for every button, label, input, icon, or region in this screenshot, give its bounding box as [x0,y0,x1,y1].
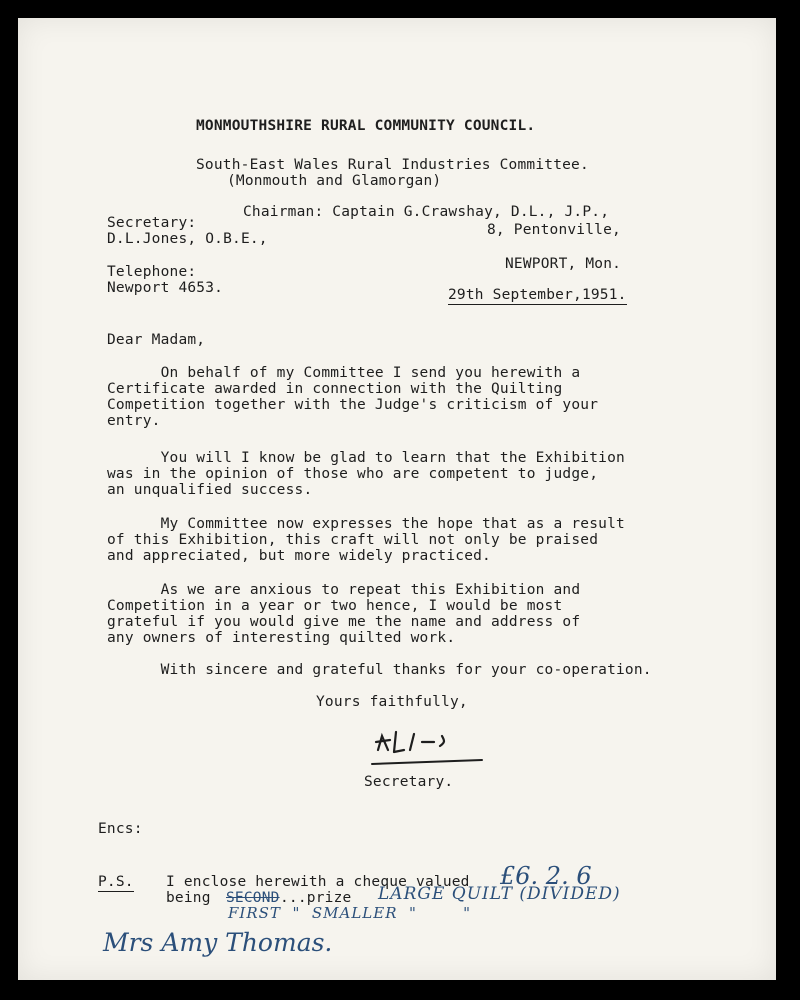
handwritten-first-smaller: FIRST " SMALLER " " [228,904,471,922]
letter-date: 29th September,1951. [448,287,627,303]
paragraph-line: of this Exhibition, this craft will not only be praised [107,532,599,548]
telephone-label: Telephone: [107,264,197,280]
paragraph-line: entry. [107,413,161,429]
handwritten-large-quilt: LARGE QUILT (DIVIDED) [378,884,621,904]
paragraph-line: You will I know be glad to learn that the Exhibition [107,450,625,466]
recipient-name: Mrs Amy Thomas. [103,928,333,957]
enclosures-label: Encs: [98,821,143,837]
paragraph-line: With sincere and grateful thanks for your co-operation. [107,662,652,678]
chairman-line: Chairman: Captain G.Crawshay, D.L., J.P., [243,204,610,220]
salutation: Dear Madam, [107,332,206,348]
committee-counties: (Monmouth and Glamorgan) [227,173,442,189]
cheque-amount: £6. 2. 6 [500,862,592,890]
paragraph-line: Competition in a year or two hence, I would be most [107,598,563,614]
paragraph-line: My Committee now expresses the hope that as a result [107,516,625,532]
ps-prize: ...prize [280,890,352,906]
ps-being: being [166,890,211,906]
address-line-2: NEWPORT, Mon. [505,256,622,272]
paragraph-line: Certificate awarded in connection with the Quilting [107,381,563,397]
ps-line-1: I enclose herewith a cheque valued [166,874,470,890]
paragraph-line: grateful if you would give me the name and address of [107,614,581,630]
telephone-number: Newport 4653. [107,280,224,296]
ps-label: P.S. [98,874,134,890]
paragraph-line: an unqualified success. [107,482,313,498]
paragraph-line: Competition together with the Judge's criticism of your [107,397,599,413]
secretary-name: D.L.Jones, O.B.E., [107,231,268,247]
paragraph-line: On behalf of my Committee I send you herewith a [107,365,581,381]
closing: Yours faithfully, [316,694,468,710]
paragraph-line: any owners of interesting quilted work. [107,630,456,646]
signature-mark [370,720,500,768]
org-heading: MONMOUTHSHIRE RURAL COMMUNITY COUNCIL. [196,118,536,134]
paragraph-line: was in the opinion of those who are competent to judge, [107,466,599,482]
paragraph-line: and appreciated, but more widely practiced. [107,548,491,564]
signature-title: Secretary. [364,774,454,790]
address-line-1: 8, Pentonville, [487,222,621,238]
committee-name: South-East Wales Rural Industries Committee. [196,157,589,173]
paragraph-line: As we are anxious to repeat this Exhibition and [107,582,581,598]
secretary-label: Secretary: [107,215,197,231]
crossed-out-word: SECOND [226,890,280,906]
